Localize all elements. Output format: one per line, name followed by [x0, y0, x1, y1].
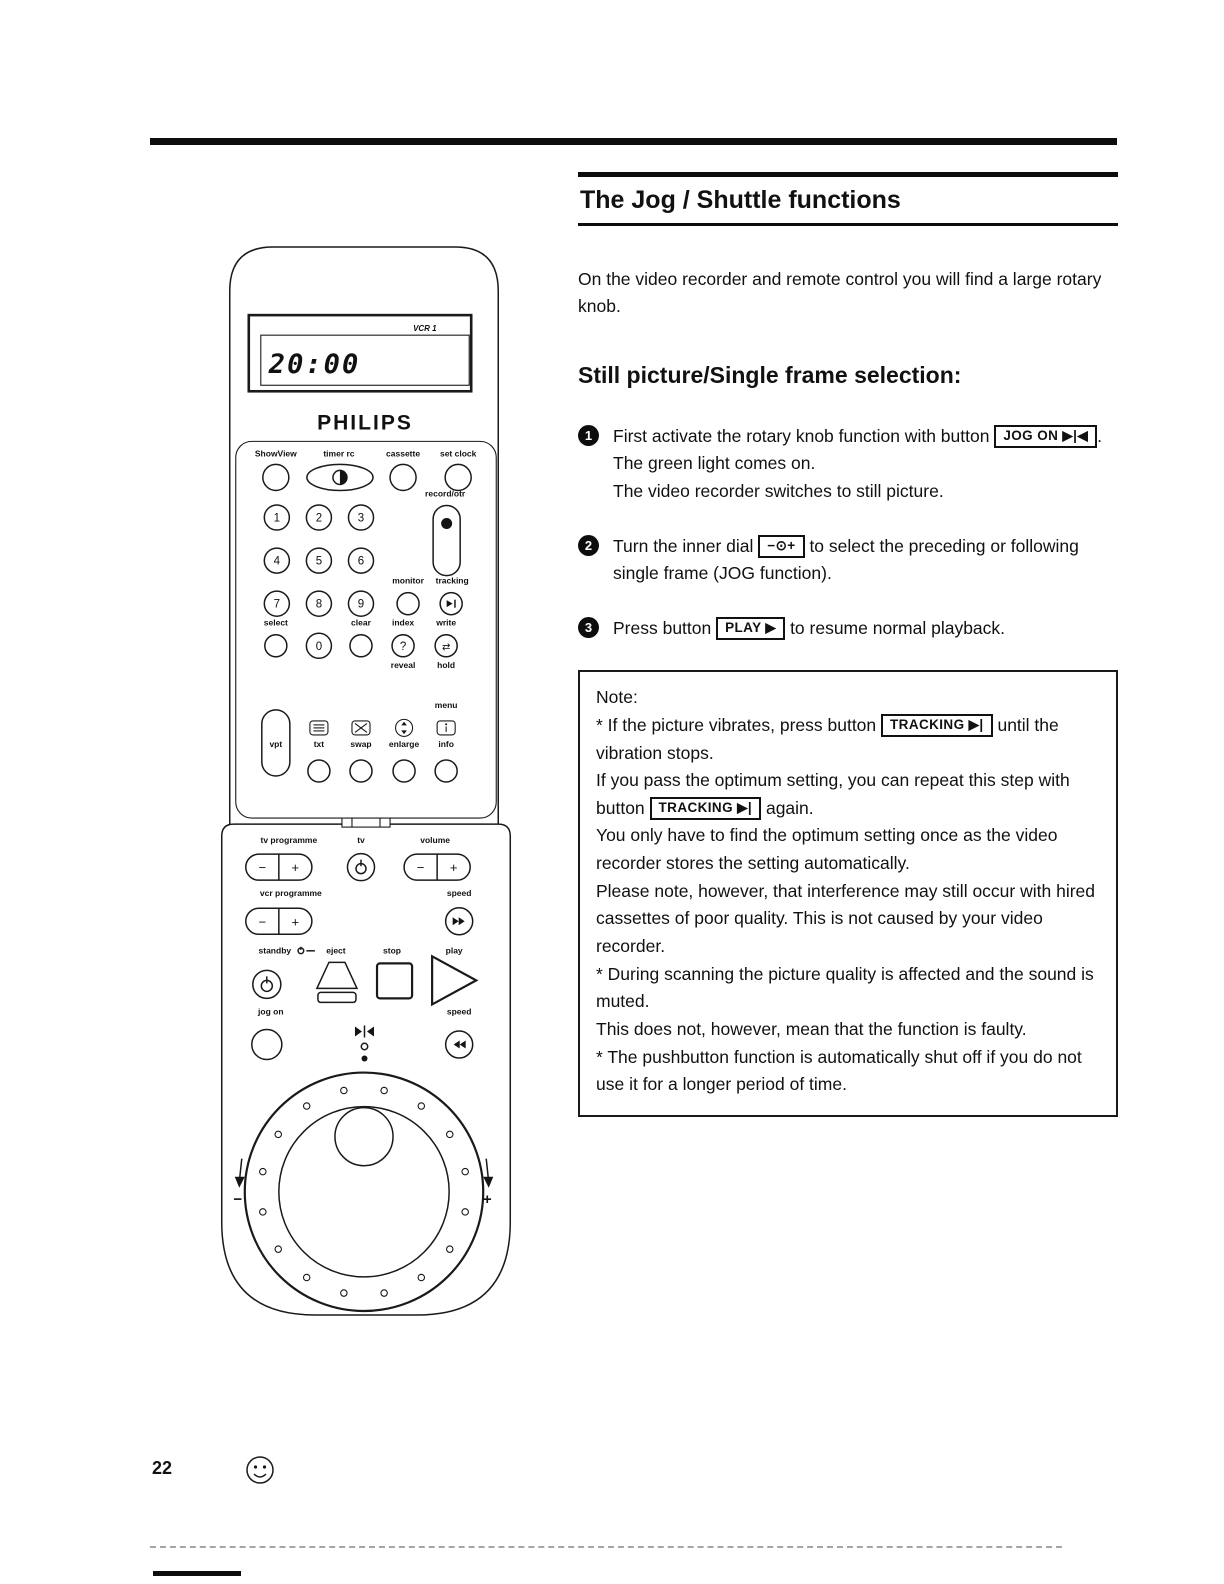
monitor-button — [397, 593, 419, 615]
swap-icon — [352, 721, 370, 735]
svg-text:menu: menu — [434, 699, 458, 710]
svg-text:tracking: tracking — [435, 575, 469, 586]
svg-text:9: 9 — [357, 598, 365, 611]
svg-text:cassette: cassette — [386, 448, 421, 459]
svg-text:vpt: vpt — [269, 738, 283, 749]
svg-text:jog on: jog on — [258, 1006, 284, 1017]
write-icon: ⇄ — [441, 641, 451, 653]
step-1-text-after: . The green light comes on. — [613, 426, 1103, 474]
svg-text:vcr programme: vcr programme — [259, 888, 322, 899]
svg-text:reveal: reveal — [390, 659, 416, 670]
svg-text:timer rc: timer rc — [323, 448, 355, 459]
brand-wordmark: PHILIPS — [317, 411, 413, 435]
note-paragraph-7: * The pushbutton function is automatically shut off if you do not use it for a longer period of time. — [596, 1046, 1082, 1095]
vcr-programme-rocker — [246, 908, 312, 934]
step-3-text: Press button — [613, 618, 712, 639]
svg-text:write: write — [436, 617, 457, 628]
svg-text:standby: standby — [258, 945, 292, 956]
display-time: 20:00 — [268, 349, 361, 381]
svg-text:set clock: set clock — [439, 448, 477, 459]
record-otr-slider — [433, 505, 460, 575]
svg-text:−: − — [258, 860, 267, 876]
step-2 — [578, 533, 1118, 587]
page-number: 22 — [152, 1458, 173, 1478]
instruction-steps — [578, 423, 1118, 642]
info-icon — [437, 721, 455, 735]
tv-power-button — [347, 854, 374, 881]
svg-text:tv: tv — [357, 835, 365, 846]
tv-volume-row — [246, 835, 470, 881]
svg-text:swap: swap — [350, 738, 372, 749]
tracking-button-reference: TRACKING ▶| — [881, 714, 993, 737]
svg-text:info: info — [438, 738, 454, 749]
txt-button — [308, 760, 330, 782]
enlarge-button — [393, 760, 415, 782]
set-clock-button — [445, 464, 471, 490]
remote-control-illustration — [220, 245, 512, 1317]
svg-text:index: index — [391, 617, 415, 628]
svg-text:clear: clear — [351, 617, 371, 628]
volume-rocker — [404, 854, 470, 880]
svg-text:tv programme: tv programme — [260, 835, 318, 846]
svg-text:+: + — [291, 860, 300, 876]
select-button — [265, 635, 287, 657]
step-3-text-after: to resume normal playback. — [790, 618, 1006, 639]
record-dot-icon — [441, 518, 452, 529]
inner-dial-reference: −⊙+ — [758, 535, 804, 558]
text-column — [578, 172, 1118, 1117]
note-paragraph-3: You only have to find the optimum setting once as the video recorder stores the setting automatically. — [596, 825, 1058, 874]
timer-rc-button — [307, 464, 373, 490]
svg-text:+: + — [482, 1190, 492, 1208]
swap-button — [350, 760, 372, 782]
svg-text:txt: txt — [313, 738, 325, 749]
showview-button — [263, 464, 289, 490]
title-rule-bottom — [578, 223, 1118, 226]
svg-text:monitor: monitor — [392, 575, 424, 586]
display-mode-label: VCR 1 — [413, 324, 437, 334]
svg-text:3: 3 — [357, 512, 365, 525]
step-3 — [578, 615, 1118, 642]
note-heading: Note: — [596, 687, 638, 708]
speed-rewind-button — [446, 1031, 473, 1058]
top-rule — [150, 138, 1117, 145]
note-paragraph-4: Please note, however, that interference may still occur with hired cassettes of poor quality. This is not caused by your video recorder. — [596, 880, 1095, 957]
standby-button — [253, 970, 281, 998]
svg-text:+: + — [449, 860, 458, 876]
svg-text:7: 7 — [273, 598, 281, 611]
svg-text:−: − — [233, 1190, 243, 1208]
svg-text:volume: volume — [420, 835, 451, 846]
play-button-reference: PLAY ▶ — [716, 617, 785, 640]
svg-text:5: 5 — [315, 555, 323, 568]
step-3-number: 3 — [578, 617, 599, 638]
svg-text:play: play — [445, 945, 463, 956]
clear-button — [350, 635, 372, 657]
step-1-text: First activate the rotary knob function with button — [613, 426, 990, 447]
step-1 — [578, 423, 1118, 504]
enlarge-icon — [396, 719, 413, 736]
note-paragraph-2: If you pass the optimum setting, you can repeat this step with button TRACKING ▶| again. — [596, 767, 1100, 822]
svg-text:enlarge: enlarge — [388, 738, 420, 749]
svg-text:speed: speed — [446, 1006, 472, 1017]
section-title: The Jog / Shuttle functions — [580, 186, 901, 214]
svg-text:eject: eject — [326, 945, 346, 956]
jog-on-button-reference: JOG ON ▶|◀ — [994, 425, 1097, 448]
step-2-text-after: to select the preceding or following single frame (JOG function). — [613, 535, 1079, 583]
svg-text:ShowView: ShowView — [254, 448, 297, 459]
svg-text:speed: speed — [446, 888, 472, 899]
subsection-title: Still picture/Single frame selection: — [578, 362, 962, 389]
svg-text:0: 0 — [315, 640, 323, 653]
txt-icon — [310, 721, 328, 735]
svg-text:hold: hold — [437, 659, 456, 670]
svg-text:2: 2 — [315, 512, 323, 525]
step-2-text: Turn the inner dial — [613, 535, 754, 556]
note-paragraph-5: * During scanning the picture quality is affected and the sound is muted. — [596, 963, 1094, 1012]
svg-text:+: + — [291, 914, 300, 930]
cassette-button — [390, 464, 416, 490]
step-1-number: 1 — [578, 425, 599, 446]
svg-text:−: − — [416, 860, 425, 876]
svg-text:record/otr: record/otr — [425, 488, 466, 499]
tv-programme-rocker — [246, 854, 312, 880]
svg-text:−: − — [258, 914, 267, 930]
bottom-dotted-rule — [150, 1546, 1062, 1548]
lcd-display — [249, 315, 471, 391]
svg-text:8: 8 — [315, 598, 323, 611]
svg-text:stop: stop — [383, 945, 402, 956]
info-button — [435, 760, 457, 782]
jog-on-button — [252, 1029, 282, 1059]
svg-text:select: select — [263, 617, 288, 628]
svg-text:4: 4 — [273, 555, 281, 568]
note-paragraph-6: This does not, however, mean that the function is faulty. — [596, 1018, 1027, 1039]
step-2-number: 2 — [578, 535, 599, 556]
intro-paragraph: On the video recorder and remote control you will find a large rotary knob. — [578, 269, 1102, 317]
question-icon: ? — [399, 640, 407, 653]
bottom-corner-bar — [153, 1571, 241, 1576]
speed-forward-button — [446, 908, 473, 935]
svg-text:6: 6 — [357, 555, 365, 568]
note-box — [578, 670, 1118, 1117]
note-paragraph-1: * If the picture vibrates, press button TRACKING ▶| until the vibration stops. — [596, 714, 1059, 763]
tracking-button-reference: TRACKING ▶| — [650, 797, 762, 820]
svg-text:1: 1 — [273, 512, 281, 525]
step-1-line2: The video recorder switches to still picture. — [613, 480, 944, 501]
footer-emblem-icon — [244, 1453, 276, 1487]
